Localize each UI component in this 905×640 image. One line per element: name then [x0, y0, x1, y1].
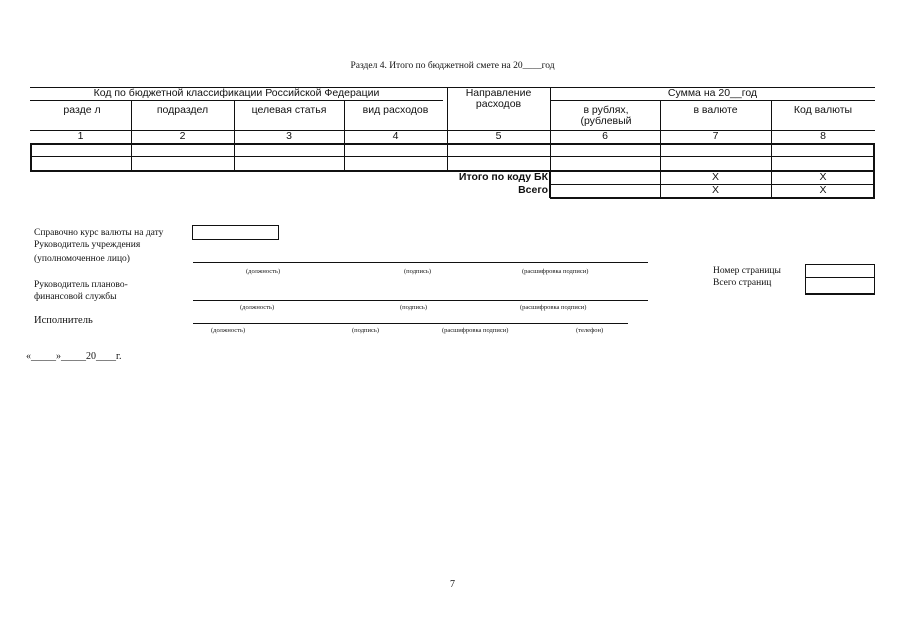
- executor-label: Исполнитель: [34, 315, 93, 326]
- finance-signature-line: [193, 300, 648, 301]
- col-number-7: 7: [712, 130, 719, 142]
- head-position-caption: (должность): [246, 268, 281, 275]
- total-bk-currency-x: X: [711, 171, 719, 183]
- col-number-3: 3: [286, 130, 292, 142]
- col-subsection-header: подраздел: [156, 104, 209, 116]
- page-number: 7: [450, 579, 455, 590]
- total-code-x: X: [819, 184, 827, 196]
- finance-decoding-caption: (расшифровка подписи): [520, 304, 587, 311]
- col-number-6: 6: [602, 130, 608, 142]
- header-sum: Сумма на 20__год: [667, 87, 758, 99]
- data-left-border: [30, 143, 32, 171]
- header-budget-code: Код по бюджетной классификации Российской Федерации: [93, 87, 380, 99]
- col-divider-4: [447, 87, 448, 170]
- rate-field[interactable]: [192, 225, 279, 240]
- total-bk-label: Итого по коду БК: [458, 171, 548, 183]
- col-number-8: 8: [820, 130, 826, 142]
- total-pages-label: Всего страниц: [713, 278, 772, 288]
- head-signature-caption: (подпись): [404, 268, 431, 275]
- budget-code-header-line: [30, 100, 443, 101]
- totals-bottom-line: [550, 197, 875, 199]
- head-label-2: (уполномоченное лицо): [34, 254, 130, 264]
- executor-signature-line: [193, 323, 628, 324]
- data-area-top-line: [30, 143, 875, 145]
- col-currency-code-header: Код валюты: [793, 104, 853, 116]
- executor-phone-caption: (телефон): [576, 327, 604, 334]
- total-bk-code-x: X: [819, 171, 827, 183]
- col-number-2: 2: [179, 130, 186, 142]
- col-number-1: 1: [77, 130, 84, 142]
- col-number-4: 4: [392, 130, 399, 142]
- col-section-header: разде л: [63, 104, 101, 116]
- executor-position-caption: (должность): [211, 327, 246, 334]
- executor-signature-caption: (подпись): [352, 327, 379, 334]
- col-expense-type-header: вид расходов: [362, 104, 429, 116]
- head-decoding-caption: (расшифровка подписи): [522, 268, 589, 275]
- head-signature-line: [193, 262, 648, 263]
- page-number-field[interactable]: [805, 264, 875, 278]
- col-target-header: целевая статья: [251, 104, 327, 116]
- data-row-divider: [30, 156, 875, 157]
- budget-table: [30, 87, 875, 199]
- finance-label-1: Руководитель планово-: [34, 280, 128, 290]
- totals-left-border: [549, 170, 551, 198]
- total-pages-field[interactable]: [805, 277, 875, 295]
- header-direction: Направление расходов: [465, 87, 532, 110]
- finance-position-caption: (должность): [240, 304, 275, 311]
- finance-signature-caption: (подпись): [400, 304, 427, 311]
- sum-header-line: [550, 100, 875, 101]
- executor-decoding-caption: (расшифровка подписи): [442, 327, 509, 334]
- rate-label: Справочно курс валюты на дату: [34, 228, 164, 238]
- col-currency-header: в валюте: [693, 104, 738, 116]
- col-rubles-header: в рублях, (рублевый: [580, 104, 632, 127]
- finance-label-2: финансовой службы: [34, 292, 117, 302]
- page-number-label: Номер страницы: [713, 266, 781, 276]
- total-label: Всего: [518, 184, 548, 196]
- col-number-5: 5: [495, 130, 502, 142]
- total-currency-x: X: [711, 184, 719, 196]
- head-label-1: Руководитель учреждения: [34, 240, 141, 250]
- section-title: Раздел 4. Итого по бюджетной смете на 20____год: [350, 61, 555, 71]
- date-line: «_____»_____20____г.: [26, 351, 122, 362]
